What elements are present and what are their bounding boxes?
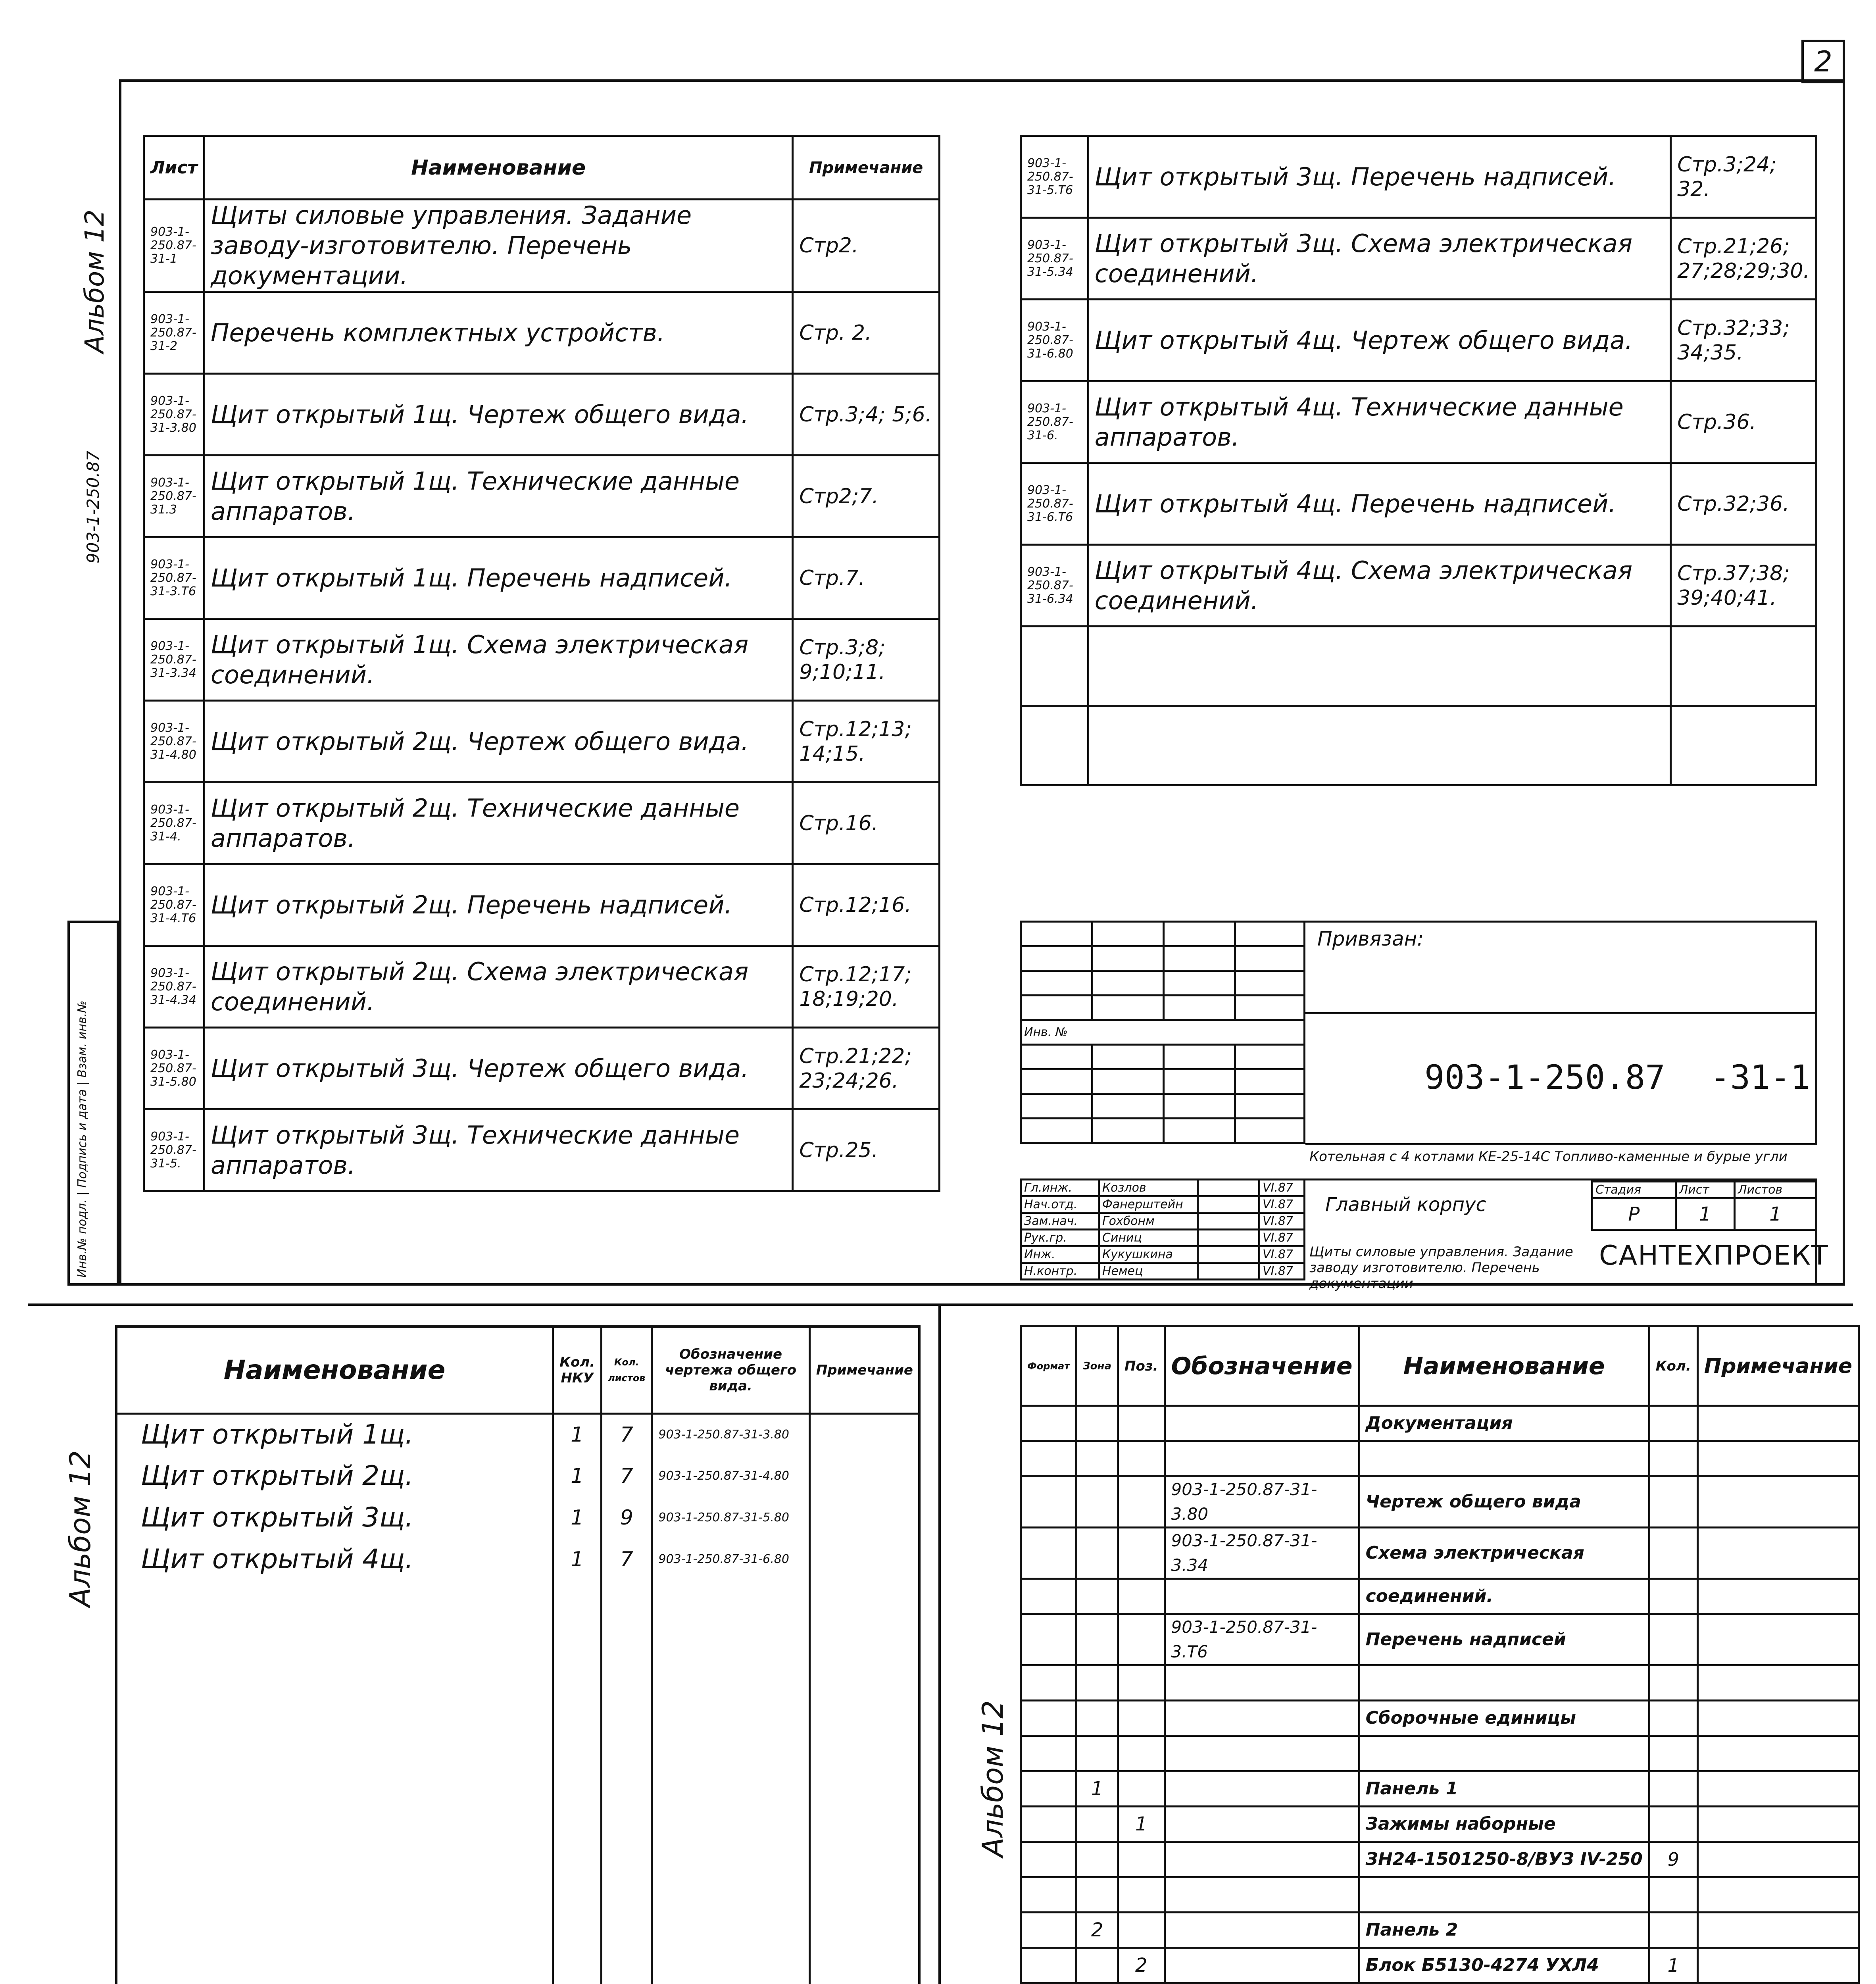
page-refs: Стр. 2. bbox=[793, 292, 940, 374]
spec-format bbox=[1021, 1877, 1076, 1913]
spec-note bbox=[1697, 1736, 1859, 1771]
document-name: Щит открытый 2щ. Перечень надписей. bbox=[204, 864, 792, 946]
spec-row bbox=[1021, 1665, 1859, 1701]
spec-note bbox=[1697, 1441, 1859, 1476]
document-name: Щит открытый 3щ. Схема электрическая соединений. bbox=[1088, 218, 1670, 300]
spec-pos bbox=[1118, 1701, 1165, 1736]
spec-row bbox=[1021, 1842, 1859, 1877]
unit-name: Щит открытый 1щ. bbox=[116, 1414, 553, 1455]
page-refs: Стр.25. bbox=[793, 1109, 940, 1191]
spec-format bbox=[1021, 1807, 1076, 1842]
spec-name: Документация bbox=[1359, 1406, 1649, 1441]
q3-header-drawing: Обозначение чертежа общего вида. bbox=[652, 1327, 809, 1414]
spec-qty bbox=[1649, 1614, 1697, 1665]
spec-pos bbox=[1118, 1913, 1165, 1948]
spec-row bbox=[1021, 1579, 1859, 1614]
document-name: Щит открытый 4щ. Схема электрическая соединений. bbox=[1088, 545, 1670, 627]
sheet-code: 903-1-250.87-31-6.80 bbox=[1021, 300, 1088, 381]
page-refs: Стр.37;38; 39;40;41. bbox=[1671, 545, 1816, 627]
spec-pos: 2 bbox=[1118, 1948, 1165, 1983]
q4-spec-table bbox=[1020, 1325, 1860, 1984]
spec-zone bbox=[1076, 1807, 1118, 1842]
spec-qty bbox=[1649, 1771, 1697, 1807]
spec-note bbox=[1697, 1771, 1859, 1807]
sheet-code: 903-1-250.87-31-5. bbox=[144, 1109, 204, 1191]
unit-sheets: 9 bbox=[602, 1497, 652, 1539]
spec-row bbox=[1021, 1877, 1859, 1913]
spec-format bbox=[1021, 1736, 1076, 1771]
signature-row bbox=[1021, 1180, 1305, 1196]
spec-note bbox=[1697, 1406, 1859, 1441]
document-row bbox=[144, 456, 940, 537]
spec-name bbox=[1359, 1736, 1649, 1771]
page-refs: Стр.12;16. bbox=[793, 864, 940, 946]
sheet-code: 903-1-250.87-31.3 bbox=[144, 456, 204, 537]
document-row bbox=[144, 864, 940, 946]
unit-name: Щит открытый 2щ. bbox=[116, 1455, 553, 1497]
spec-format bbox=[1021, 1771, 1076, 1807]
spec-qty bbox=[1649, 1913, 1697, 1948]
unit-note bbox=[809, 1414, 919, 1455]
spec-zone bbox=[1076, 1948, 1118, 1983]
page-number-box bbox=[1801, 40, 1845, 83]
q3-header-name: Наименование bbox=[116, 1327, 553, 1414]
spec-qty: 1 bbox=[1649, 1948, 1697, 1983]
spec-designation: 903-1-250.87-31-3.Т6 bbox=[1165, 1614, 1359, 1665]
spec-pos bbox=[1118, 1528, 1165, 1579]
document-name: Щит открытый 1щ. Перечень надписей. bbox=[204, 537, 792, 619]
spec-designation bbox=[1165, 1736, 1359, 1771]
signature-row bbox=[1021, 1263, 1305, 1280]
spec-qty bbox=[1649, 1877, 1697, 1913]
spec-note bbox=[1697, 1476, 1859, 1528]
spec-format bbox=[1021, 1948, 1076, 1983]
doc-code-q1: 903-1-250.87 bbox=[1424, 1058, 1665, 1097]
sheet-code: 903-1-250.87-31-4.34 bbox=[144, 946, 204, 1028]
album-label-q3: Альбом 12 bbox=[63, 1450, 97, 1607]
q3-units-table bbox=[115, 1325, 921, 1984]
unit-row bbox=[116, 1414, 920, 1455]
document-name: Щит открытый 1щ. Чертеж общего вида. bbox=[204, 374, 792, 456]
signer-name: Гохбонм bbox=[1099, 1213, 1197, 1230]
signer-date: VI.87 bbox=[1259, 1180, 1304, 1196]
q4-header-designation: Обозначение bbox=[1165, 1327, 1359, 1406]
spec-designation bbox=[1165, 1771, 1359, 1807]
page-refs: Стр.36. bbox=[1671, 381, 1816, 463]
spec-pos bbox=[1118, 1406, 1165, 1441]
spec-pos bbox=[1118, 1579, 1165, 1614]
spec-name: Блок Б5130-4274 УХЛ4 bbox=[1359, 1948, 1649, 1983]
spec-designation: 903-1-250.87-31-3.34 bbox=[1165, 1528, 1359, 1579]
spec-designation bbox=[1165, 1579, 1359, 1614]
spec-name bbox=[1359, 1877, 1649, 1913]
spec-pos bbox=[1118, 1441, 1165, 1476]
spec-designation bbox=[1165, 1842, 1359, 1877]
spec-pos bbox=[1118, 1771, 1165, 1807]
q4-header-note: Примечание bbox=[1697, 1327, 1859, 1406]
spec-designation: 903-1-250.87-31-3.80 bbox=[1165, 1476, 1359, 1528]
spec-format bbox=[1021, 1614, 1076, 1665]
unit-note bbox=[809, 1455, 919, 1497]
spec-qty bbox=[1649, 1701, 1697, 1736]
signer-date: VI.87 bbox=[1259, 1230, 1304, 1246]
spec-zone bbox=[1076, 1665, 1118, 1701]
q4-header-format: Формат bbox=[1021, 1327, 1076, 1406]
spec-note bbox=[1697, 1579, 1859, 1614]
unit-note bbox=[809, 1539, 919, 1580]
document-row bbox=[1021, 381, 1816, 463]
document-row bbox=[144, 200, 940, 292]
page-refs: Стр.21;26; 27;28;29;30. bbox=[1671, 218, 1816, 300]
q3-header-note: Примечание bbox=[809, 1327, 919, 1414]
spec-qty bbox=[1649, 1441, 1697, 1476]
spec-format bbox=[1021, 1476, 1076, 1528]
spec-pos bbox=[1118, 1736, 1165, 1771]
spec-designation bbox=[1165, 1913, 1359, 1948]
document-row bbox=[1021, 300, 1816, 381]
q4-header-zone: Зона bbox=[1076, 1327, 1118, 1406]
page-refs: Стр2. bbox=[793, 200, 940, 292]
signature-row bbox=[1021, 1230, 1305, 1246]
signature bbox=[1197, 1263, 1259, 1280]
document-row bbox=[1021, 545, 1816, 627]
sheet-h: Лист bbox=[1676, 1182, 1734, 1198]
spec-zone bbox=[1076, 1701, 1118, 1736]
spec-row bbox=[1021, 1807, 1859, 1842]
signature-row bbox=[1021, 1213, 1305, 1230]
object-q1: Котельная с 4 котлами КЕ-25-14С Топливо-каменные и бурые угли bbox=[1309, 1149, 1788, 1165]
spec-designation bbox=[1165, 1406, 1359, 1441]
spec-zone: 1 bbox=[1076, 1771, 1118, 1807]
header-name: Наименование bbox=[204, 136, 792, 200]
q2-title-block bbox=[1020, 921, 1829, 1292]
unit-qty: 1 bbox=[553, 1455, 602, 1497]
q1-document-list bbox=[143, 135, 940, 1192]
spec-qty bbox=[1649, 1476, 1697, 1528]
signer-name: Фанерштейн bbox=[1099, 1196, 1197, 1213]
sheet-code: 903-1-250.87-31-4.Т6 bbox=[144, 864, 204, 946]
signer-date: VI.87 bbox=[1259, 1246, 1304, 1263]
doc-suffix-q1: -31-1 bbox=[1710, 1058, 1811, 1097]
signature-row bbox=[1021, 1246, 1305, 1263]
signer-date: VI.87 bbox=[1259, 1213, 1304, 1230]
page-refs: Стр.3;8; 9;10;11. bbox=[793, 619, 940, 701]
signature bbox=[1197, 1230, 1259, 1246]
side-stamp-text: Инв.№ подл. | Подпись и дата | Взам. инв.№ bbox=[75, 1000, 89, 1278]
spec-format bbox=[1021, 1579, 1076, 1614]
page-refs: Стр.12;13; 14;15. bbox=[793, 701, 940, 782]
document-row bbox=[144, 701, 940, 782]
page-refs: Стр.7. bbox=[793, 537, 940, 619]
signature bbox=[1197, 1246, 1259, 1263]
document-name: Щит открытый 3щ. Технические данные аппаратов. bbox=[204, 1109, 792, 1191]
doc-name-q1: Щиты силовые управления. Задание заводу изготовителю. Перечень документации bbox=[1309, 1244, 1573, 1292]
signer-name: Немец bbox=[1099, 1263, 1197, 1280]
document-row bbox=[144, 1028, 940, 1109]
spec-row bbox=[1021, 1701, 1859, 1736]
spec-name: Перечень надписей bbox=[1359, 1614, 1649, 1665]
unit-drawing: 903-1-250.87-31-6.80 bbox=[652, 1539, 809, 1580]
spec-name: Чертеж общего вида bbox=[1359, 1476, 1649, 1528]
spec-zone bbox=[1076, 1579, 1118, 1614]
document-name: Щит открытый 3щ. Чертеж общего вида. bbox=[204, 1028, 792, 1109]
signature-row bbox=[1021, 1196, 1305, 1213]
spec-name: Панель 1 bbox=[1359, 1771, 1649, 1807]
sheets: 1 bbox=[1735, 1198, 1816, 1230]
sheet-code: 903-1-250.87-31-6. bbox=[1021, 381, 1088, 463]
stage: Р bbox=[1592, 1198, 1676, 1230]
sheet-code: 903-1-250.87-31-3.Т6 bbox=[144, 537, 204, 619]
org-q1: САНТЕХПРОЕКТ bbox=[1599, 1240, 1829, 1271]
spec-zone bbox=[1076, 1476, 1118, 1528]
spec-qty bbox=[1649, 1665, 1697, 1701]
spec-row bbox=[1021, 1528, 1859, 1579]
unit-sheets: 7 bbox=[602, 1539, 652, 1580]
vertical-divider bbox=[938, 1303, 941, 1984]
q3-header-qty: Кол. НКУ bbox=[553, 1327, 602, 1414]
spec-name: ЗН24-1501250-8/ВУЗ IV-250 bbox=[1359, 1842, 1649, 1877]
page-refs: Стр.32;33; 34;35. bbox=[1671, 300, 1816, 381]
document-row bbox=[144, 946, 940, 1028]
sheet-code: 903-1-250.87-31-6.34 bbox=[1021, 545, 1088, 627]
spec-zone bbox=[1076, 1528, 1118, 1579]
signer-role: Инж. bbox=[1021, 1246, 1099, 1263]
spec-designation bbox=[1165, 1807, 1359, 1842]
unit-sheets: 7 bbox=[602, 1414, 652, 1455]
spec-qty bbox=[1649, 1579, 1697, 1614]
spec-pos bbox=[1118, 1665, 1165, 1701]
spec-qty: 9 bbox=[1649, 1842, 1697, 1877]
signer-role: Рук.гр. bbox=[1021, 1230, 1099, 1246]
signer-role: Гл.инж. bbox=[1021, 1180, 1099, 1196]
unit-row bbox=[116, 1455, 920, 1497]
spec-format bbox=[1021, 1842, 1076, 1877]
spec-name: Зажимы наборные bbox=[1359, 1807, 1649, 1842]
album-label-q1: Альбом 12 bbox=[79, 209, 110, 353]
spec-qty bbox=[1649, 1406, 1697, 1441]
document-name: Щит открытый 4щ. Технические данные аппаратов. bbox=[1088, 381, 1670, 463]
spec-row bbox=[1021, 1441, 1859, 1476]
spec-format bbox=[1021, 1441, 1076, 1476]
sheets-h: Листов bbox=[1735, 1182, 1816, 1198]
page-number: 2 bbox=[1814, 45, 1832, 78]
document-name: Щит открытый 1щ. Технические данные аппаратов. bbox=[204, 456, 792, 537]
q4-header-name: Наименование bbox=[1359, 1327, 1649, 1406]
spec-row bbox=[1021, 1476, 1859, 1528]
document-row bbox=[1021, 136, 1816, 218]
document-row bbox=[144, 782, 940, 864]
spec-designation bbox=[1165, 1877, 1359, 1913]
spec-pos bbox=[1118, 1842, 1165, 1877]
sheet-code: 903-1-250.87-31-1 bbox=[144, 200, 204, 292]
unit-name: Щит открытый 4щ. bbox=[116, 1539, 553, 1580]
document-name: Щит открытый 1щ. Схема электрическая соединений. bbox=[204, 619, 792, 701]
document-row bbox=[1021, 218, 1816, 300]
building-q1: Главный корпус bbox=[1325, 1194, 1486, 1216]
spec-qty bbox=[1649, 1736, 1697, 1771]
spec-designation bbox=[1165, 1441, 1359, 1476]
document-row bbox=[1021, 463, 1816, 545]
signer-role: Зам.нач. bbox=[1021, 1213, 1099, 1230]
spec-name: соединений. bbox=[1359, 1579, 1649, 1614]
sheet-code: 903-1-250.87-31-3.34 bbox=[144, 619, 204, 701]
unit-name: Щит открытый 3щ. bbox=[116, 1497, 553, 1539]
spec-name bbox=[1359, 1441, 1649, 1476]
document-row bbox=[144, 292, 940, 374]
sheet-code: 903-1-250.87-31-5.Т6 bbox=[1021, 136, 1088, 218]
spec-format bbox=[1021, 1406, 1076, 1441]
page-refs: Стр.21;22; 23;24;26. bbox=[793, 1028, 940, 1109]
unit-qty: 1 bbox=[553, 1414, 602, 1455]
inv-label: Инв. № bbox=[1021, 1020, 1305, 1045]
spec-format bbox=[1021, 1701, 1076, 1736]
q3-header-sheets: Кол. листов bbox=[602, 1327, 652, 1414]
document-name: Перечень комплектных устройств. bbox=[204, 292, 792, 374]
document-name: Щит открытый 3щ. Перечень надписей. bbox=[1088, 136, 1670, 218]
unit-sheets: 7 bbox=[602, 1455, 652, 1497]
spec-pos bbox=[1118, 1877, 1165, 1913]
spec-format bbox=[1021, 1665, 1076, 1701]
spec-row bbox=[1021, 1736, 1859, 1771]
spec-row bbox=[1021, 1913, 1859, 1948]
spec-zone bbox=[1076, 1842, 1118, 1877]
spec-row bbox=[1021, 1948, 1859, 1983]
signer-role: Нач.отд. bbox=[1021, 1196, 1099, 1213]
spec-note bbox=[1697, 1877, 1859, 1913]
stage-h: Стадия bbox=[1592, 1182, 1676, 1198]
document-row bbox=[144, 374, 940, 456]
spec-format bbox=[1021, 1913, 1076, 1948]
spec-note bbox=[1697, 1665, 1859, 1701]
page-refs: Стр.3;24; 32. bbox=[1671, 136, 1816, 218]
sheet-code: 903-1-250.87-31-2 bbox=[144, 292, 204, 374]
spec-name: Сборочные единицы bbox=[1359, 1701, 1649, 1736]
spec-zone: 2 bbox=[1076, 1913, 1118, 1948]
page-refs: Стр.32;36. bbox=[1671, 463, 1816, 545]
unit-row bbox=[116, 1539, 920, 1580]
spec-designation bbox=[1165, 1665, 1359, 1701]
sheet-code: 903-1-250.87-31-5.34 bbox=[1021, 218, 1088, 300]
sheet-code: 903-1-250.87-31-6.Т6 bbox=[1021, 463, 1088, 545]
spec-note bbox=[1697, 1701, 1859, 1736]
spec-note bbox=[1697, 1948, 1859, 1983]
bound-label: Привязан: bbox=[1317, 927, 1424, 950]
spec-designation bbox=[1165, 1701, 1359, 1736]
document-row bbox=[144, 1109, 940, 1191]
sheet-code: 903-1-250.87-31-4.80 bbox=[144, 701, 204, 782]
spec-name: Схема электрическая bbox=[1359, 1528, 1649, 1579]
header-sheet: Лист bbox=[144, 136, 204, 200]
unit-row bbox=[116, 1497, 920, 1539]
spec-note bbox=[1697, 1913, 1859, 1948]
document-name: Щиты силовые управления. Задание заводу-изготовителю. Перечень документации. bbox=[204, 200, 792, 292]
spec-row bbox=[1021, 1614, 1859, 1665]
spec-zone bbox=[1076, 1877, 1118, 1913]
q4-header-qty: Кол. bbox=[1649, 1327, 1697, 1406]
q2-document-list bbox=[1020, 135, 1817, 786]
spec-name: Панель 2 bbox=[1359, 1913, 1649, 1948]
sheet: 1 bbox=[1676, 1198, 1734, 1230]
spec-qty bbox=[1649, 1807, 1697, 1842]
spec-pos bbox=[1118, 1476, 1165, 1528]
signer-name: Козлов bbox=[1099, 1180, 1197, 1196]
signer-name: Кукушкина bbox=[1099, 1246, 1197, 1263]
page-refs: Стр.3;4; 5;6. bbox=[793, 374, 940, 456]
spec-zone bbox=[1076, 1614, 1118, 1665]
page-refs: Стр.12;17; 18;19;20. bbox=[793, 946, 940, 1028]
spec-zone bbox=[1076, 1441, 1118, 1476]
signer-name: Синиц bbox=[1099, 1230, 1197, 1246]
signature bbox=[1197, 1213, 1259, 1230]
signature bbox=[1197, 1196, 1259, 1213]
spec-name bbox=[1359, 1665, 1649, 1701]
side-code-q1: 903-1-250.87 bbox=[83, 450, 103, 563]
spec-pos: 1 bbox=[1118, 1807, 1165, 1842]
signer-date: VI.87 bbox=[1259, 1196, 1304, 1213]
spec-note bbox=[1697, 1614, 1859, 1665]
unit-drawing: 903-1-250.87-31-5.80 bbox=[652, 1497, 809, 1539]
spec-zone bbox=[1076, 1406, 1118, 1441]
spec-pos bbox=[1118, 1614, 1165, 1665]
unit-drawing: 903-1-250.87-31-4.80 bbox=[652, 1455, 809, 1497]
spec-qty bbox=[1649, 1528, 1697, 1579]
unit-qty: 1 bbox=[553, 1539, 602, 1580]
spec-zone bbox=[1076, 1736, 1118, 1771]
spec-row bbox=[1021, 1406, 1859, 1441]
signer-role: Н.контр. bbox=[1021, 1263, 1099, 1280]
unit-qty: 1 bbox=[553, 1497, 602, 1539]
page-refs: Стр.16. bbox=[793, 782, 940, 864]
unit-note bbox=[809, 1497, 919, 1539]
album-label-q4: Альбом 12 bbox=[976, 1700, 1009, 1857]
document-row bbox=[144, 619, 940, 701]
header-note: Примечание bbox=[793, 136, 940, 200]
document-name: Щит открытый 4щ. Чертеж общего вида. bbox=[1088, 300, 1670, 381]
unit-drawing: 903-1-250.87-31-3.80 bbox=[652, 1414, 809, 1455]
sheet-code: 903-1-250.87-31-5.80 bbox=[144, 1028, 204, 1109]
sheet-code: 903-1-250.87-31-3.80 bbox=[144, 374, 204, 456]
spec-note bbox=[1697, 1842, 1859, 1877]
signer-date: VI.87 bbox=[1259, 1263, 1304, 1280]
signature bbox=[1197, 1180, 1259, 1196]
spec-designation bbox=[1165, 1948, 1359, 1983]
document-name: Щит открытый 2щ. Чертеж общего вида. bbox=[204, 701, 792, 782]
document-row bbox=[144, 537, 940, 619]
sheet-code: 903-1-250.87-31-4. bbox=[144, 782, 204, 864]
document-name: Щит открытый 2щ. Технические данные аппаратов. bbox=[204, 782, 792, 864]
document-name: Щит открытый 4щ. Перечень надписей. bbox=[1088, 463, 1670, 545]
spec-format bbox=[1021, 1528, 1076, 1579]
page-refs: Стр2;7. bbox=[793, 456, 940, 537]
q4-header-pos: Поз. bbox=[1118, 1327, 1165, 1406]
spec-note bbox=[1697, 1528, 1859, 1579]
document-name: Щит открытый 2щ. Схема электрическая соединений. bbox=[204, 946, 792, 1028]
spec-note bbox=[1697, 1807, 1859, 1842]
spec-row bbox=[1021, 1771, 1859, 1807]
